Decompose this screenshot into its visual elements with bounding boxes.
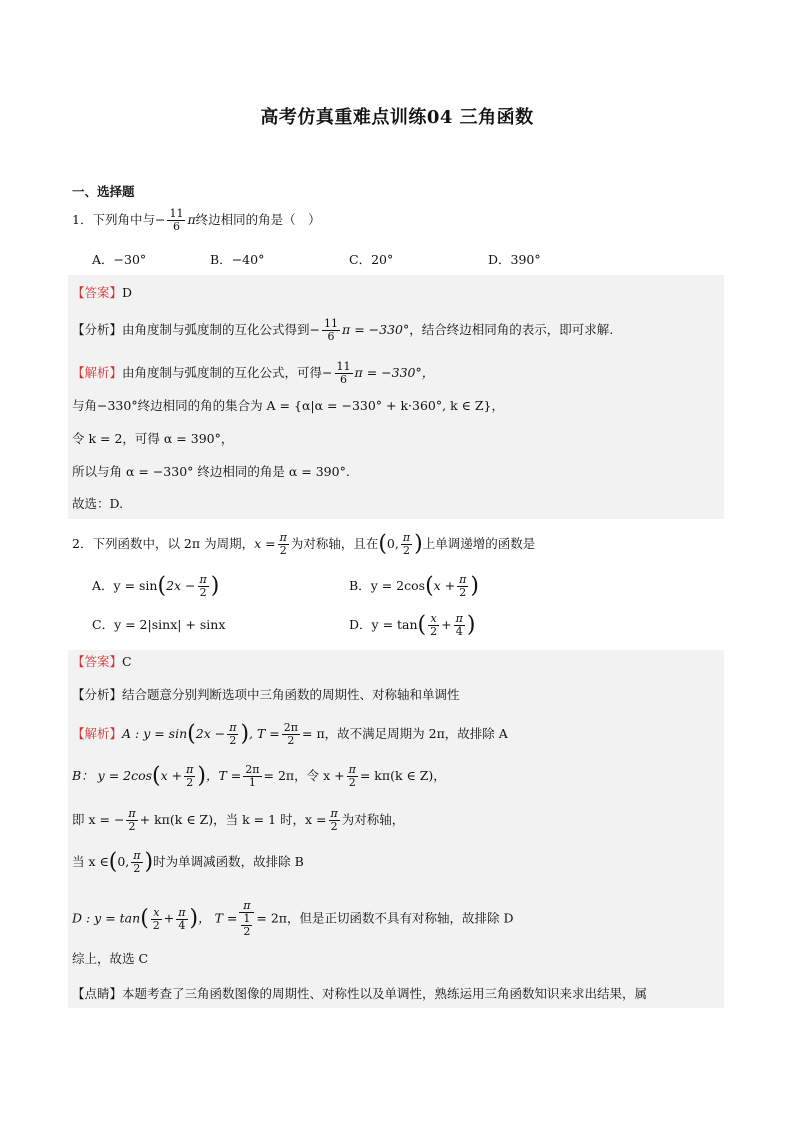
q2-solution-x: [72, 808, 404, 833]
denominator: 2: [459, 586, 467, 599]
denominator: 2: [287, 734, 295, 747]
q1-frac-pi: π: [187, 212, 196, 227]
numerator: 11: [336, 360, 351, 373]
solution-expr: B： y = 2cos: [72, 768, 153, 783]
answer-tag: 【答案】: [72, 654, 123, 669]
numerator: π: [128, 807, 136, 820]
interval-start: 0,: [386, 536, 399, 551]
q1-answer: [72, 284, 132, 302]
inner-fraction: [241, 913, 252, 938]
option-expr: y = 2|sinx| + sinx: [114, 617, 226, 632]
answer-tag: 【答案】: [72, 285, 123, 300]
q1-stem: [72, 208, 321, 233]
left-paren: (: [140, 906, 149, 931]
solution-expr: A : y = sin: [122, 726, 188, 741]
numerator: π: [186, 763, 194, 776]
solution-period: ， T =: [198, 910, 238, 926]
option-label: D．: [488, 252, 511, 267]
right-paren: ): [210, 573, 220, 599]
q1-frac-sign: −: [154, 212, 166, 227]
solution-tag: 【解析】: [72, 726, 123, 741]
numerator: 2π: [245, 763, 260, 776]
minus-sign: −: [322, 365, 333, 380]
fraction: [176, 907, 187, 932]
denominator: 6: [327, 330, 335, 343]
denominator: 2: [186, 776, 194, 789]
solution-expr-inner: x +: [160, 768, 183, 783]
option-label: A．: [92, 252, 114, 267]
fraction: [282, 722, 300, 747]
q1-set-line: 与角−330°终边相同的角的集合为 A = {α|α = −330° + k·360°, k ∈ Z}，: [72, 398, 504, 413]
right-paren: ): [197, 763, 206, 789]
q1-solution: [72, 361, 434, 386]
numerator: π: [459, 573, 467, 586]
fraction: [227, 722, 238, 747]
plus-sign: +: [163, 910, 175, 926]
option-expr-inner: 2x −: [166, 578, 196, 593]
solution-tag: 【解析】: [72, 365, 123, 380]
solution-text: = 2π，令 x +: [263, 768, 345, 783]
analysis-formula: π = −330°: [342, 322, 410, 337]
fraction: [184, 764, 195, 789]
denominator: 2: [348, 776, 356, 789]
q2-stem-pre: 2．下列函数中，以 2π 为周期，: [72, 536, 255, 551]
minus-sign: −: [309, 322, 321, 337]
fraction: [428, 613, 439, 638]
q1-option-d: [488, 251, 541, 269]
fraction: [126, 808, 137, 833]
q2-solution-when: [72, 850, 304, 875]
denominator: 4: [178, 918, 186, 932]
q1-frac-num: 11: [169, 207, 184, 220]
solution-expr: D : y = tan: [72, 910, 141, 926]
fraction: [278, 532, 289, 557]
fraction: [131, 850, 142, 875]
q2-analysis: [72, 686, 460, 704]
numerator: π: [402, 531, 411, 544]
fraction: [454, 613, 465, 638]
numerator: 2π: [283, 721, 298, 734]
right-paren: ): [189, 906, 199, 931]
denominator: 2: [199, 586, 207, 599]
left-paren: (: [417, 612, 427, 638]
solution-text-tail: ，但是正切函数不具有对称轴，故排除 D: [287, 910, 514, 926]
numerator: x: [151, 907, 162, 920]
solution-result: = 2π: [256, 910, 287, 926]
numerator: π: [330, 807, 338, 820]
comment-text: 本题考查了三角函数图像的周期性、对称性以及单调性，熟练运用三角函数知识来求出结果，属: [122, 986, 648, 1001]
denominator: 2: [402, 544, 410, 557]
analysis-text-tail: ，结合终边相同角的表示，即可求解.: [409, 322, 614, 337]
analysis-text: 结合题意分别判断选项中三角函数的周期性、对称轴和单调性: [122, 687, 460, 702]
denominator: 2: [152, 918, 160, 932]
q1-choice-line: 故选：D.: [72, 496, 124, 511]
q2-stem: [72, 532, 535, 557]
solution-text: 当 x ∈: [72, 854, 109, 869]
solution-text: 由角度制与弧度制的互化公式，可得: [122, 365, 323, 380]
solution-expr-inner: 2x −: [195, 726, 226, 741]
q1-fraction: [167, 208, 185, 233]
q2-conclusion: 综上，故选 C: [72, 951, 149, 966]
q1-stem-post: 终边相同的角是（ ）: [195, 212, 321, 227]
fraction: [347, 764, 358, 789]
inner-numerator: 1: [243, 912, 251, 925]
option-expr: y = 2cos: [370, 578, 426, 593]
q2-option-a: [92, 574, 219, 599]
analysis-text: 由角度制与弧度制的互化公式得到: [122, 322, 310, 337]
solution-text: 即 x = −: [72, 812, 125, 827]
left-paren: (: [108, 849, 118, 875]
denominator: 2: [430, 625, 438, 638]
denominator: 2: [128, 820, 136, 833]
solution-text-tail: = kπ(k ∈ Z)，: [359, 768, 446, 783]
option-expr: y = sin: [113, 578, 158, 593]
plus-sign: +: [441, 617, 452, 632]
fraction: [329, 808, 340, 833]
option-value: 390°: [510, 252, 541, 267]
q2-stem-post: 上单调递增的函数是: [422, 536, 536, 551]
option-label: B．: [210, 252, 232, 267]
numerator: π: [133, 849, 141, 862]
denominator: 2: [133, 862, 141, 875]
option-label: D．: [349, 617, 372, 632]
q2-stem-mid: 为对称轴，且在: [290, 536, 379, 551]
left-paren: (: [378, 531, 387, 557]
complex-fraction: [239, 900, 254, 938]
q2-answer: [72, 653, 132, 671]
q2-solution-a: [72, 722, 508, 747]
solution-text: = π，故不满足周期为 2π，故排除 A: [302, 726, 508, 741]
q1-option-c: [349, 251, 393, 269]
denominator: 1: [248, 776, 256, 789]
answer-value: C: [122, 654, 132, 669]
solution-text-mid: + kπ(k ∈ Z)，当 k = 1 时，x =: [139, 812, 327, 827]
comment-tag: 【点睛】: [72, 986, 123, 1001]
option-label: A．: [92, 578, 114, 593]
q1-analysis: [72, 318, 613, 343]
q2-solution-b: [72, 764, 446, 789]
inner-denominator: 2: [243, 925, 251, 938]
q1-stem-pre: 1．下列角中与: [72, 212, 155, 227]
q1-so-line: 所以与角 α = −330° 终边相同的角是 α = 390°.: [72, 464, 350, 479]
numerator: π: [279, 531, 287, 544]
q2-option-d: [349, 613, 475, 638]
option-value: −40°: [231, 252, 265, 267]
numerator: π: [455, 612, 463, 625]
option-label: C．: [349, 252, 372, 267]
fraction: [335, 361, 353, 386]
option-value: 20°: [371, 252, 394, 267]
q1-k-line: 令 k = 2，可得 α = 390°，: [72, 431, 234, 446]
solution-formula: π = −330°，: [354, 365, 435, 380]
option-label: B．: [349, 578, 371, 593]
numerator: π: [239, 900, 254, 913]
q1-frac-den: 6: [172, 220, 180, 233]
option-expr-inner: x +: [433, 578, 456, 593]
numerator: π: [348, 763, 356, 776]
q1-option-b: [210, 251, 264, 269]
fraction: [151, 907, 162, 932]
solution-period: ，T =: [205, 768, 242, 783]
page-title: 高考仿真重难点训练04 三角函数: [260, 107, 534, 128]
fraction: [322, 318, 340, 343]
denominator: 4: [455, 625, 463, 638]
denominator-fraction: [239, 913, 254, 938]
solution-text-tail: 时为单调减函数，故排除 B: [153, 854, 304, 869]
answer-value: D: [122, 285, 133, 300]
right-paren: ): [466, 612, 476, 638]
section-heading: 一、选择题: [72, 184, 135, 199]
numerator: 11: [324, 317, 339, 330]
option-value: −30°: [113, 252, 147, 267]
option-expr: y = tan: [371, 617, 418, 632]
left-paren: (: [425, 573, 434, 599]
right-paren: ): [414, 531, 423, 557]
numerator: π: [229, 721, 237, 734]
denominator: 2: [229, 734, 237, 747]
solution-period: , T =: [249, 726, 280, 741]
denominator: 6: [340, 373, 348, 386]
left-paren: (: [157, 573, 167, 599]
fraction: [401, 532, 412, 557]
q2-stem-x: x =: [254, 536, 276, 551]
numerator: x: [428, 613, 439, 626]
denominator: 2: [279, 544, 287, 557]
right-paren: ): [144, 849, 154, 875]
q2-option-c: [92, 616, 225, 634]
interval-start: 0,: [117, 854, 130, 869]
q2-comment: [72, 985, 647, 1003]
fraction: [243, 764, 261, 789]
right-paren: ): [470, 573, 479, 599]
analysis-tag: 【分析】: [72, 687, 123, 702]
option-label: C．: [92, 617, 115, 632]
numerator: π: [178, 905, 186, 919]
fraction: [457, 574, 468, 599]
denominator: 2: [330, 820, 338, 833]
q1-option-a: [92, 251, 146, 269]
fraction: [198, 574, 209, 599]
left-paren: (: [187, 721, 196, 747]
left-paren: (: [152, 763, 161, 789]
numerator: π: [199, 573, 207, 586]
right-paren: ): [240, 721, 250, 747]
solution-text-tail: 为对称轴，: [341, 812, 405, 827]
analysis-tag: 【分析】: [72, 322, 123, 337]
q2-option-b: [349, 574, 479, 599]
q2-solution-d: [72, 900, 514, 938]
